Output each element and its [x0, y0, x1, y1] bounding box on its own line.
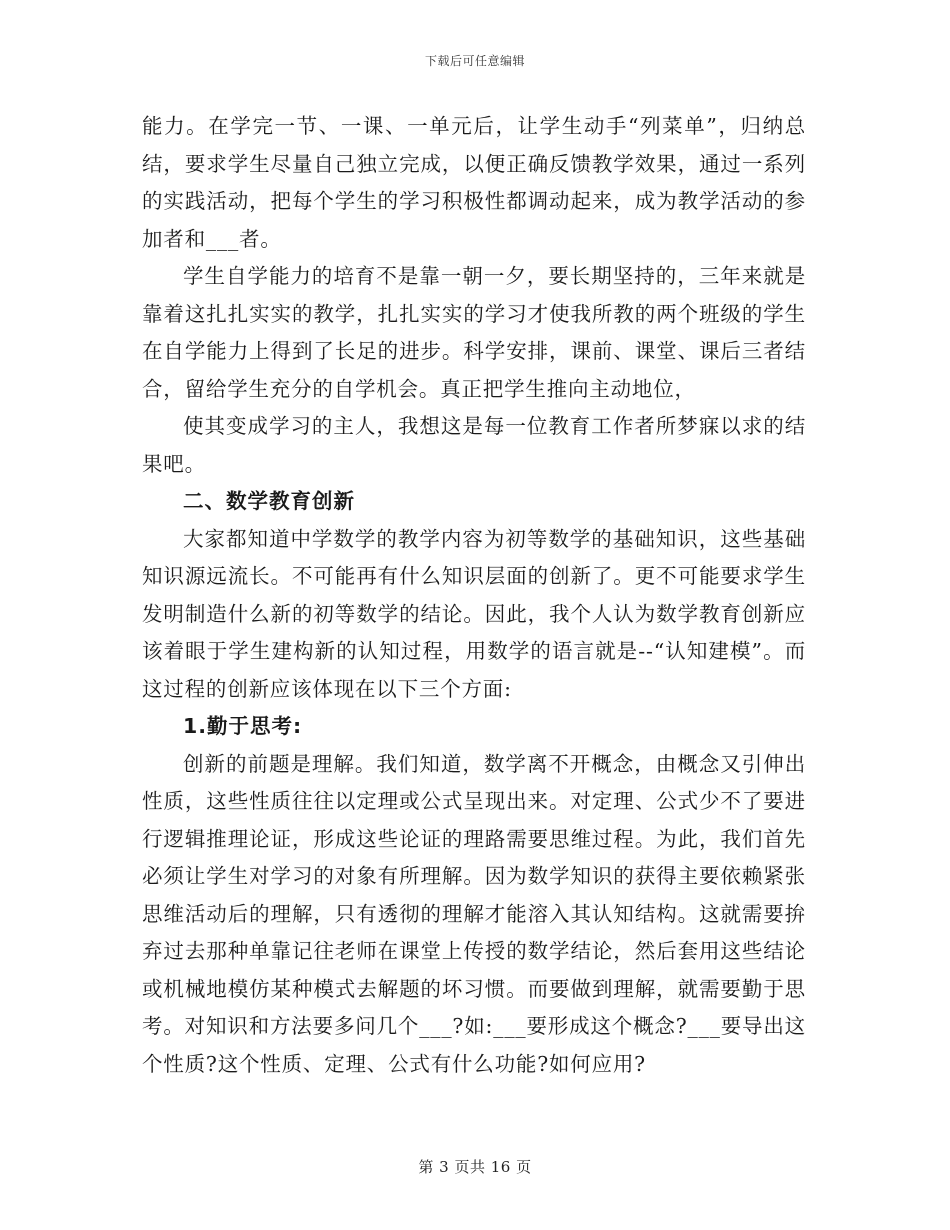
paragraph-innovation-intro: 大家都知道中学数学的教学内容为初等数学的基础知识，这些基础知识源远流长。不可能再有什么知识层面的创新了。更不可能要求学生发明制造什么新的初等数学的结论。因此，我个人认为数学教育创新应该着眼于学生建构新的认知过程，用数学的语言就是--“认知建模”。而这过程的创新应该体现在以下三个方面: [142, 526, 806, 701]
page-footer: 第 3 页共 16 页 [418, 1158, 532, 1176]
document-body [142, 108, 806, 1083]
paragraph-master-of-learning: 使其变成学习的主人，我想这是每一位教育工作者所梦寐以求的结果吧。 [142, 414, 806, 476]
section-heading-innovation: 二、数学教育创新 [183, 489, 355, 513]
paragraph-understanding: 创新的前题是理解。我们知道，数学离不开概念，由概念又引伸出性质，这些性质往往以定理或公式呈现出来。对定理、公式少不了要进行逻辑推理论证，形成这些论证的理路需要思维过程。为此，我们首先必须让学生对学习的对象有所理解。因为数学知识的获得主要依赖紧张思维活动后的理解，只有透彻的理解才能溶入其认知结构。这就需要拚弃过去那种单靠记往老师在课堂上传授的数学结论，然后套用这些结论或机械地模仿某种模式去解题的坏习惯。而要做到理解，就需要勤于思考。对知识和方法要多问几个___?如:___要形成这个概念?___要导出这个性质?这个性质、定理、公式有什么功能?如何应用? [142, 751, 806, 1076]
paragraph-ability-continuation: 能力。在学完一节、一课、一单元后，让学生动手“列菜单”，归纳总结，要求学生尽量自己独立完成，以便正确反馈教学效果，通过一系列的实践活动，把每个学生的学习积极性都调动起来，成为教学活动的参加者和___者。 [142, 114, 806, 251]
paragraph-self-study: 学生自学能力的培育不是靠一朝一夕，要长期坚持的，三年来就是靠着这扎扎实实的教学，扎扎实实的学习才使我所教的两个班级的学生在自学能力上得到了长足的进步。科学安排，课前、课堂、课后三者结合，留给学生充分的自学机会。真正把学生推向主动地位， [142, 264, 806, 401]
subheading-diligent-thinking: 1.勤于思考: [183, 714, 303, 738]
page-header: 下载后可任意编辑 [424, 54, 525, 68]
